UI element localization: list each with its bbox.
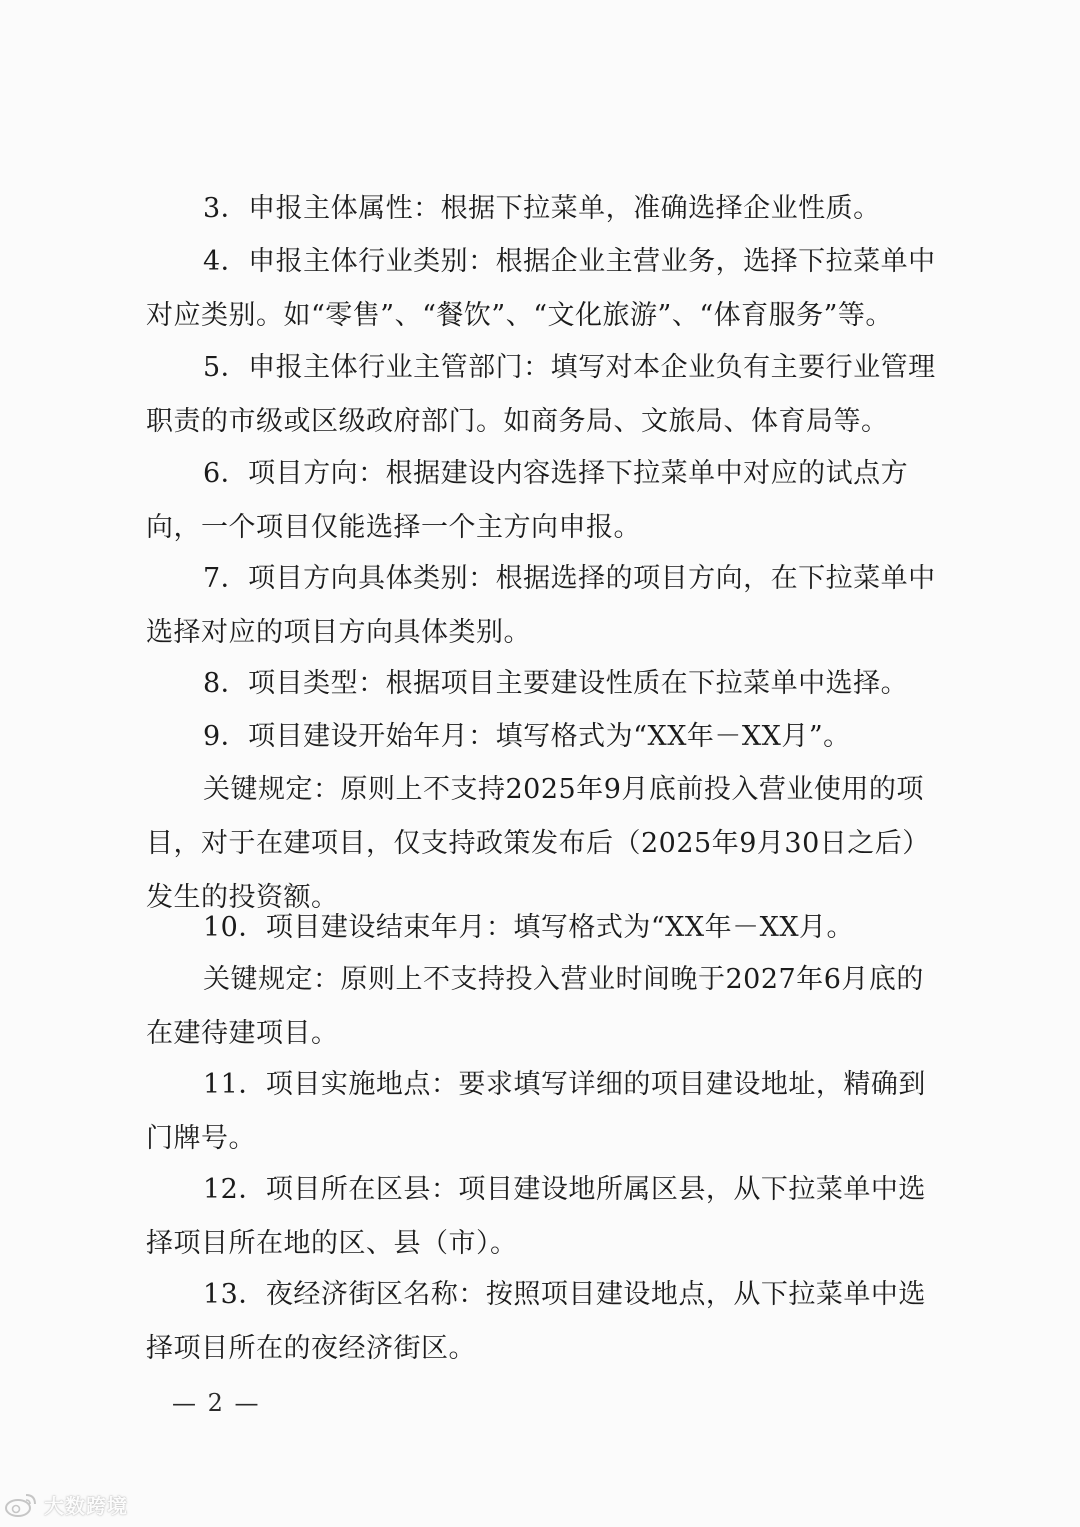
paragraph-item-8: 8．项目类型：根据项目主要建设性质在下拉菜单中选择。 [203,668,909,699]
weibo-logo-icon [4,1492,38,1518]
paragraph-item-3: 3．申报主体属性：根据下拉菜单，准确选择企业性质。 [203,193,881,224]
paragraph-item-6: 6．项目方向：根据建设内容选择下拉菜单中对应的试点方向，一个项目仅能选择一个主方向申报。 [146,458,909,543]
paragraph-item-12: 12．项目所在区县：项目建设地所属区县，从下拉菜单中选择项目所在地的区、县（市）。 [146,1174,926,1259]
key-rule-paragraph-2: 关键规定：原则上不支持投入营业时间晚于2027年6月底的在建待建项目。 [146,964,924,1049]
paragraph-item-5: 5．申报主体行业主管部门：填写对本企业负有主要行业管理职责的市级或区级政府部门。如商务局、文旅局、体育局等。 [146,352,936,437]
paragraph-item-9: 9．项目建设开始年月：填写格式为“XX年－XX月”。 [203,721,851,752]
paragraph-item-11: 11．项目实施地点：要求填写详细的项目建设地址，精确到门牌号。 [146,1069,926,1154]
paragraph-item-4: 4．申报主体行业类别：根据企业主营业务，选择下拉菜单中对应类别。如“零售”、“餐饮”、“文化旅游”、“体育服务”等。 [146,246,936,331]
paragraph-item-7: 7．项目方向具体类别：根据选择的项目方向，在下拉菜单中选择对应的项目方向具体类别。 [146,563,936,648]
watermark [4,1490,128,1519]
watermark-text: 大数跨境 [44,1494,128,1518]
paragraph-item-10: 10．项目建设结束年月：填写格式为“XX年－XX月。 [203,912,855,943]
key-rule-paragraph-1: 关键规定：原则上不支持2025年9月底前投入营业使用的项目，对于在建项目，仅支持政策发布后（2025年9月30日之后）发生的投资额。 [146,774,930,913]
paragraph-item-13: 13．夜经济街区名称：按照项目建设地点，从下拉菜单中选择项目所在的夜经济街区。 [146,1279,926,1364]
page-number: — 2 — [172,1389,261,1417]
